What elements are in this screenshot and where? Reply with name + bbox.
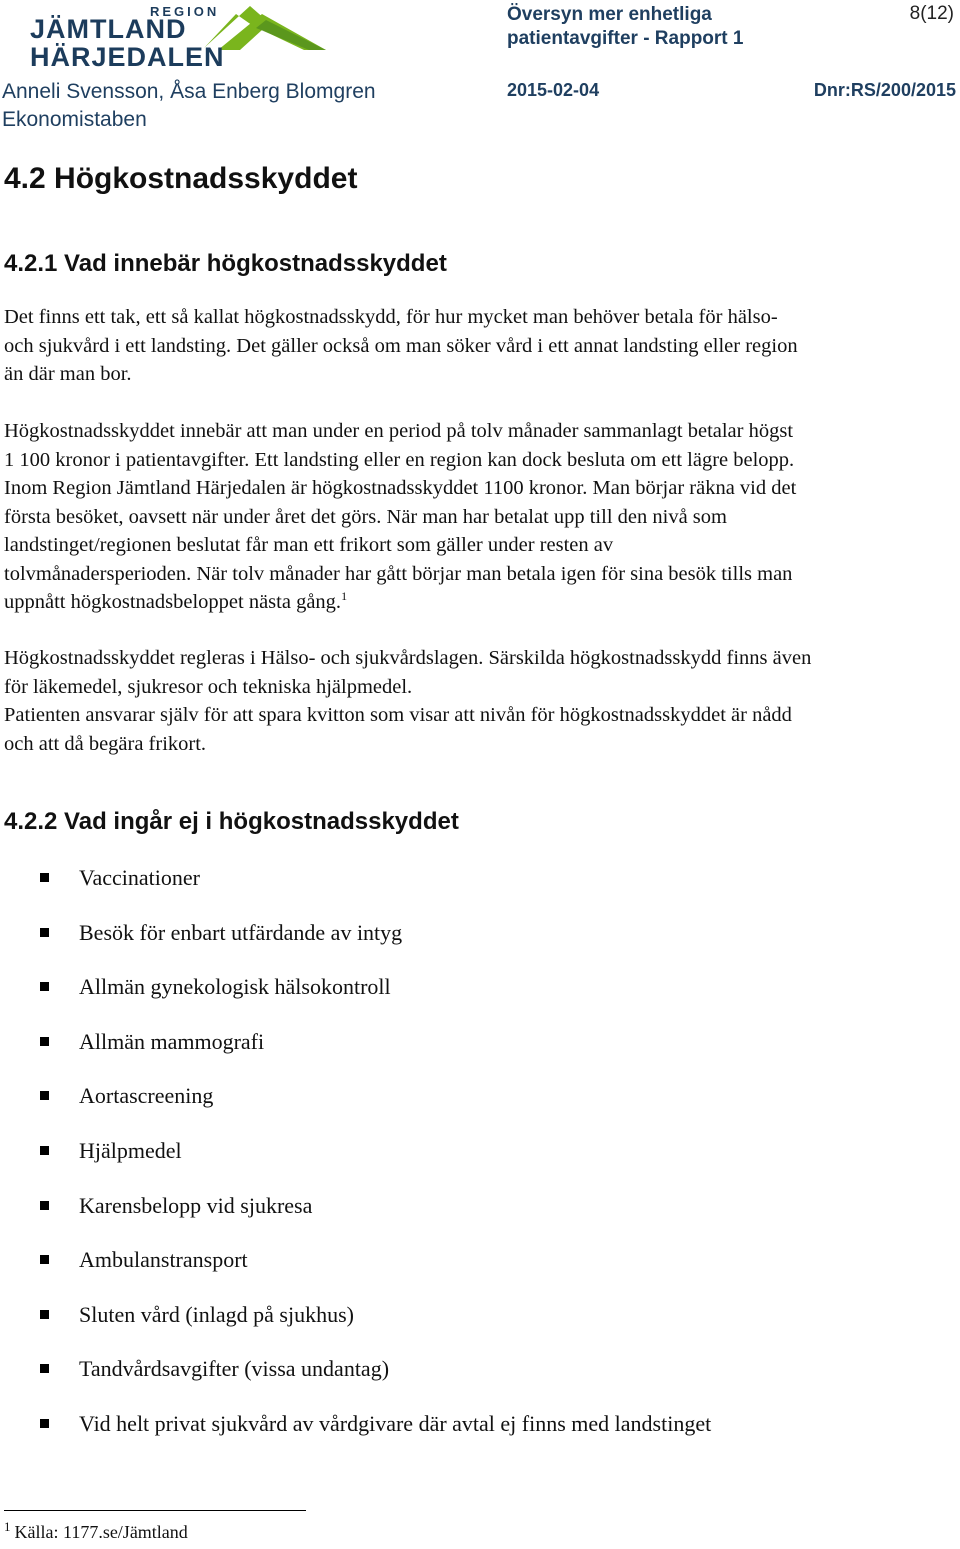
document-title-line1: Översyn mer enhetliga <box>507 4 712 25</box>
paragraph-2 <box>4 417 954 617</box>
footnote-text: Källa: 1177.se/Jämtland <box>14 1522 188 1542</box>
square-bullet-icon <box>40 928 49 937</box>
list-item <box>40 917 940 972</box>
square-bullet-icon <box>40 1201 49 1210</box>
footnote <box>4 1519 188 1543</box>
paragraph-line: och sjukvård i ett landsting. Det gäller också om man söker vård i ett annat landsting eller region <box>4 334 798 357</box>
paragraph-3 <box>4 644 954 758</box>
excluded-items-list <box>40 862 940 1463</box>
square-bullet-icon <box>40 1255 49 1264</box>
list-item <box>40 1299 940 1354</box>
list-item <box>40 1080 940 1135</box>
logo-region-label: REGION <box>150 4 220 19</box>
list-item <box>40 1190 940 1245</box>
list-item <box>40 1244 940 1299</box>
list-item-text: Vaccinationer <box>79 865 200 890</box>
list-item-text: Tandvårdsavgifter (vissa undantag) <box>79 1356 390 1382</box>
list-item-text: Allmän gynekologisk hälsokontroll <box>79 974 391 1000</box>
paragraph-line: tolvmånadersperioden. När tolv månader har gått börjar man betala igen för sina besök tills man <box>4 562 793 585</box>
list-item-text: Karensbelopp vid sjukresa <box>79 1192 313 1218</box>
paragraph-line: än där man bor. <box>4 363 132 385</box>
footnote-divider <box>4 1510 306 1511</box>
list-item <box>40 1135 940 1190</box>
footnote-reference[interactable]: 1 <box>341 589 348 604</box>
list-item <box>40 862 940 917</box>
paragraph-line: Patienten ansvarar själv för att spara kvitton som visar att nivån för högkostnadsskyddet är nådd <box>4 704 792 726</box>
square-bullet-icon <box>40 1146 49 1155</box>
list-item-text: Allmän mammografi <box>79 1028 265 1054</box>
paragraph-line: första besöket, oavsett när under året det görs. När man har betalat upp till den nivå som <box>4 505 727 528</box>
footnote-number: 1 <box>4 1519 11 1534</box>
list-item-text: Vid helt privat sjukvård av vårdgivare där avtal ej finns med landstinget <box>79 1410 712 1436</box>
document-date: 2015-02-04 <box>507 80 600 100</box>
paragraph-line: Högkostnadsskyddet regleras i Hälso- och sjukvårdslagen. Särskilda högkostnadsskydd finns även <box>4 647 812 669</box>
subsection-heading-1: 4.2.1 Vad innebär högkostnadsskyddet <box>4 250 447 277</box>
paragraph-line-text: uppnått högkostnadsbeloppet nästa gång. <box>4 591 342 613</box>
paragraph-line: och att då begära frikort. <box>4 732 207 755</box>
square-bullet-icon <box>40 1364 49 1373</box>
paragraph-line: Högkostnadsskyddet innebär att man under en period på tolv månader sammanlagt betalar högst <box>4 420 794 442</box>
paragraph-line: 1 100 kronor i patientavgifter. Ett landsting eller en region kan dock besluta om ett lägre belopp. <box>4 448 795 471</box>
paragraph-line: Inom Region Jämtland Härjedalen är högkostnadsskyddet 1100 kronor. Man börjar räkna vid det <box>4 477 797 499</box>
subsection-heading-2: 4.2.2 Vad ingår ej i högkostnadsskyddet <box>4 808 459 835</box>
paragraph-line: landstinget/regionen beslutat får man ett frikort som gäller under resten av <box>4 534 614 556</box>
list-item-text: Sluten vård (inlagd på sjukhus) <box>79 1301 354 1327</box>
document-title-line2: patientavgifter - Rapport 1 <box>507 28 744 49</box>
list-item-text: Aortascreening <box>79 1083 214 1109</box>
paragraph-line: Det finns ett tak, ett så kallat högkostnadsskydd, för hur mycket man behöver betala för hälso- <box>4 306 778 328</box>
list-item-text: Hjälpmedel <box>79 1137 182 1163</box>
logo-name-line1: JÄMTLAND <box>30 14 187 44</box>
authors: Anneli Svensson, Åsa Enberg Blomgren <box>2 80 376 103</box>
list-item-text: Ambulanstransport <box>79 1247 248 1273</box>
square-bullet-icon <box>40 1419 49 1428</box>
square-bullet-icon <box>40 1037 49 1046</box>
paragraph-line <box>4 588 954 617</box>
department: Ekonomistaben <box>2 108 147 131</box>
paragraph-line: för läkemedel, sjukresor och tekniska hjälpmedel. <box>4 675 413 698</box>
list-item <box>40 971 940 1026</box>
list-item-text: Besök för enbart utfärdande av intyg <box>79 919 403 945</box>
list-item <box>40 1353 940 1408</box>
square-bullet-icon <box>40 982 49 991</box>
page-number: 8(12) <box>909 3 954 24</box>
paragraph-1 <box>4 303 954 389</box>
section-heading: 4.2 Högkostnadsskyddet <box>4 162 358 195</box>
document-reference: Dnr:RS/200/2015 <box>813 80 956 100</box>
document-title <box>507 3 743 51</box>
list-item <box>40 1408 940 1463</box>
square-bullet-icon <box>40 1091 49 1100</box>
logo-name-line2: HÄRJEDALEN <box>30 42 225 72</box>
square-bullet-icon <box>40 873 49 882</box>
square-bullet-icon <box>40 1310 49 1319</box>
list-item <box>40 1026 940 1081</box>
